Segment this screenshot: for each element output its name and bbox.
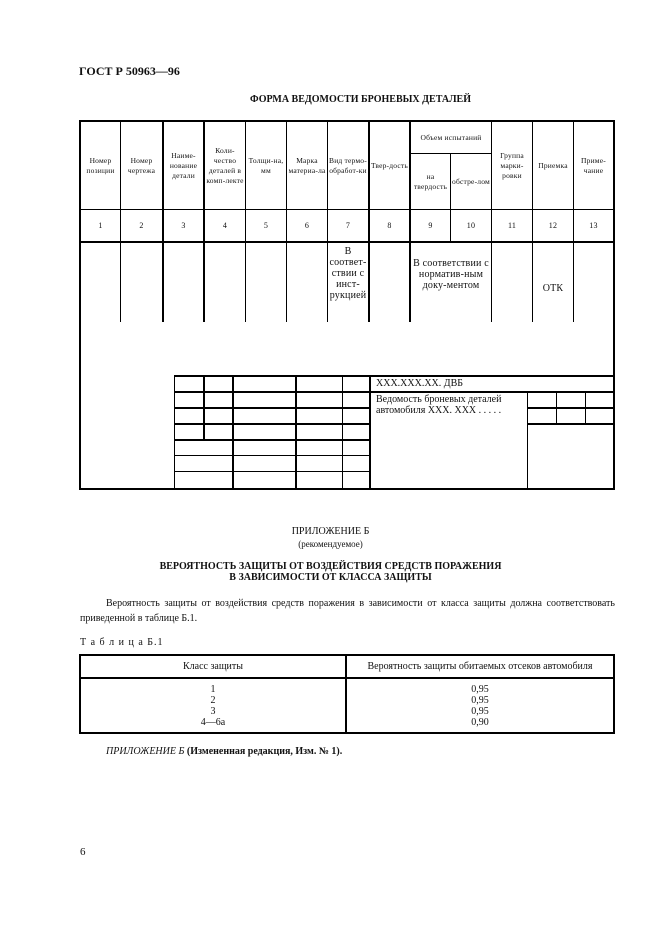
form-title: ФОРМА ВЕДОМОСТИ БРОНЕВЫХ ДЕТАЛЕЙ: [249, 94, 471, 105]
title-block-name: Ведомость броневых деталей автомобиля ХХХ. ХХХ . . . . .: [376, 394, 502, 416]
table-row-probability: 0,95: [471, 684, 489, 695]
column-number: 4: [222, 220, 228, 230]
column-number: 13: [589, 220, 598, 230]
header-material-grade: Марка материа-ла: [288, 155, 326, 175]
appendix-heading-line2: В ЗАВИСИМОСТИ ОТ КЛАССА ЗАЩИТЫ: [229, 572, 432, 583]
header-hardness: Твер-дость: [370, 160, 409, 170]
header-heat-treatment: Вид термо-обработ-ки: [329, 155, 367, 175]
appendix-subtitle: (рекомендуемое): [298, 539, 363, 549]
column-number: 1: [98, 220, 103, 230]
table-row-probability: 0,95: [471, 695, 489, 706]
header-drawing-number: Номер чертежа: [127, 155, 156, 175]
table-row-class: 1: [210, 684, 216, 695]
column-number: 7: [345, 220, 351, 230]
subheader-hardness-test: на твердость: [413, 171, 448, 191]
appendix-title: ПРИЛОЖЕНИЕ Б: [291, 526, 370, 537]
header-acceptance: Приемка: [538, 160, 568, 170]
table-row-class: 2: [210, 695, 216, 706]
table-row-class: 4—6а: [200, 717, 226, 728]
column-number: 9: [428, 220, 433, 230]
table-row-probability: 0,90: [471, 717, 489, 728]
subheader-firing-test: обстре-лом: [452, 176, 490, 186]
column-number: 11: [507, 220, 517, 230]
heat-treatment-value: В соответ-ствии с инст-рукцией: [329, 246, 367, 301]
test-scope-value: В соответствии с норматив-ным доку-ментом: [413, 258, 489, 291]
column-number: 6: [304, 220, 310, 230]
appendix-heading-line1: ВЕРОЯТНОСТЬ ЗАЩИТЫ ОТ ВОЗДЕЙСТВИЯ СРЕДСТВ ПОРАЖЕНИЯ: [159, 561, 502, 572]
header-test-scope: Объем испытаний: [420, 132, 482, 142]
standard-code: ГОСТ Р 50963—96: [79, 64, 180, 78]
header-quantity: Коли-чество деталей в комп-лекте: [206, 145, 244, 185]
title-block-code: ХХХ.ХХХ.ХХ. ДВБ: [376, 378, 464, 389]
acceptance-value: ОТК: [542, 282, 564, 294]
header-part-name: Наиме-нование детали: [169, 150, 198, 180]
header-thickness: Толщи-на, мм: [248, 155, 284, 175]
column-number: 12: [548, 220, 558, 230]
table-header-protection-probability: Вероятность защиты обитаемых отсеков автомобиля: [367, 661, 593, 672]
header-marking-group: Группа марки-ровки: [500, 150, 524, 180]
amendment-note: [106, 746, 342, 757]
amendment-note-text: (Измененная редакция, Изм. № 1).: [186, 746, 343, 757]
column-number: 3: [181, 220, 186, 230]
table-label: Т а б л и ц а Б.1: [80, 637, 164, 648]
amendment-note-appendix: ПРИЛОЖЕНИЕ Б: [106, 746, 185, 757]
appendix-paragraph: Вероятность защиты от воздействия средств поражения в зависимости от класса защиты должна соответствовать приведенной в таблице Б.1.: [80, 598, 615, 624]
table-row-class: 3: [210, 706, 216, 717]
table-header-protection-class: Класс защиты: [182, 661, 243, 672]
header-note: Приме-чание: [581, 155, 606, 175]
table-row-probability: 0,95: [471, 706, 489, 717]
column-number: 2: [139, 220, 144, 230]
column-number: 5: [263, 220, 269, 230]
column-number: 10: [466, 220, 476, 230]
page-number: 6: [80, 846, 86, 858]
column-number: 8: [387, 220, 392, 230]
header-position-number: Номер позиции: [86, 155, 115, 175]
